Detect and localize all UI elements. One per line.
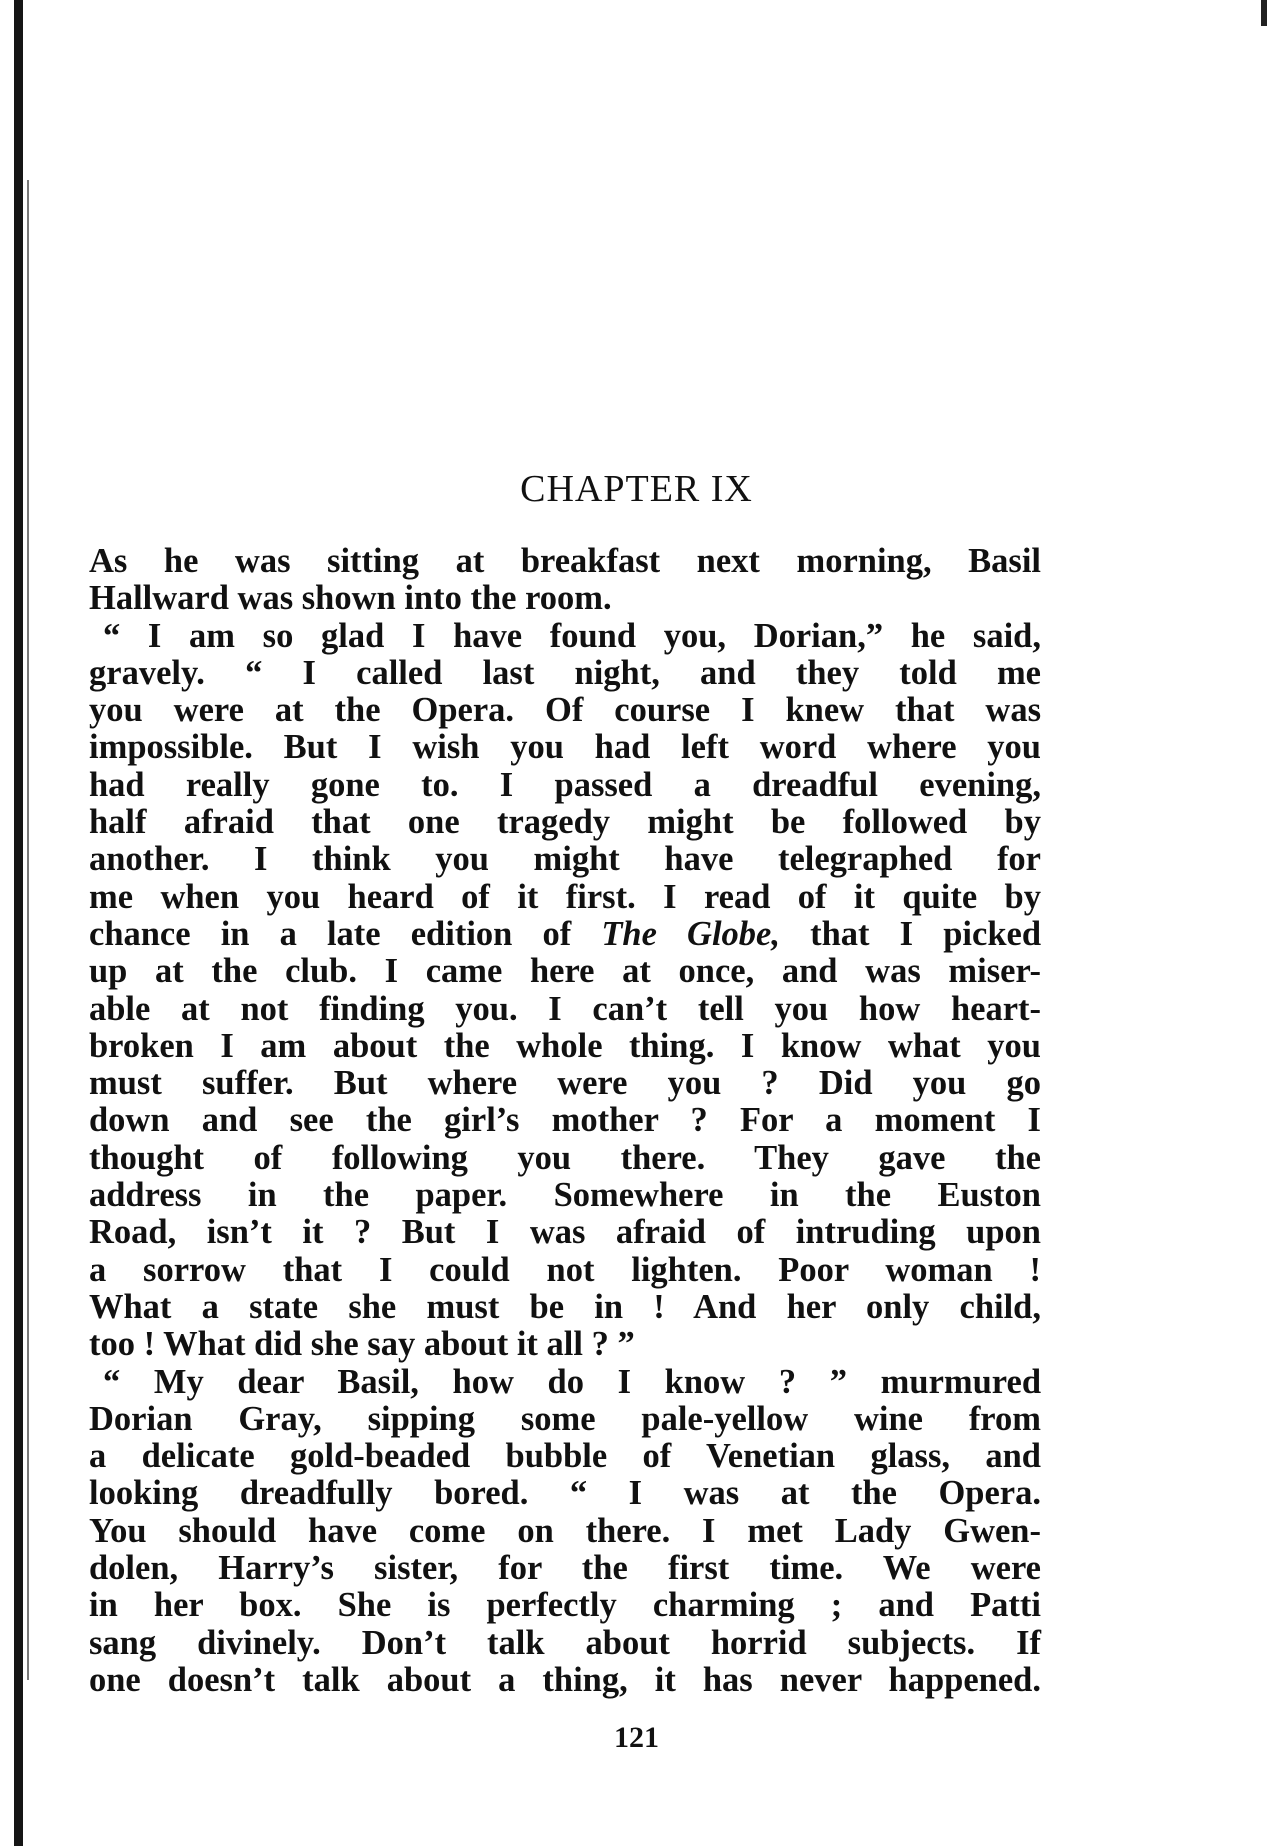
text-line: too ! What did she say about it all ? ” [89,1325,635,1364]
text-line: thought of following you there. They gave the [89,1138,1041,1177]
text-line [89,916,1041,953]
text-line: What a state she must be in ! And her only child, [89,1287,1041,1326]
page-number: 121 [614,1721,659,1754]
text-line: a delicate gold-beaded bubble of Venetian glass, and [89,1437,1041,1476]
text-line: down and see the girl’s mother ? For a moment I [89,1101,1041,1140]
page-binding-edge [14,0,23,1846]
text-line: one doesn’t talk about a thing, it has never happened. [89,1660,1041,1699]
text-line: address in the paper. Somewhere in the Euston [89,1176,1041,1215]
text-line: had really gone to. I passed a dreadful evening, [89,765,1041,804]
text-line: a sorrow that I could not lighten. Poor woman ! [89,1250,1041,1289]
text-line: dolen, Harry’s sister, for the first time. We were [89,1549,1041,1588]
chapter-title: CHAPTER IX [520,468,753,510]
chapter-body [89,543,1041,1699]
newspaper-title: The Globe, [601,914,780,953]
text-line: up at the club. I came here at once, and was miser- [89,952,1041,991]
text-line: another. I think you might have telegraphed for [89,840,1041,879]
text-line: sang divinely. Don’t talk about horrid subjects. If [89,1623,1041,1662]
page-corner-mark [1261,0,1267,26]
text-line: You should have come on there. I met Lady Gwen- [89,1511,1041,1550]
text-segment: chance in a late edition of [89,914,602,953]
text-line: Road, isn’t it ? But I was afraid of intruding upon [89,1213,1041,1252]
text-line: half afraid that one tragedy might be followed by [89,803,1041,842]
text-segment: that I picked [780,914,1042,953]
text-line: “ I am so glad I have found you, Dorian,” he said, [103,616,1041,655]
text-line: broken I am about the whole thing. I know what you [89,1026,1041,1065]
text-line: in her box. She is perfectly charming ; and Patti [89,1586,1041,1625]
text-line: able at not finding you. I can’t tell you how heart- [89,989,1041,1028]
page-binding-shadow [27,180,29,1680]
text-line: looking dreadfully bored. “ I was at the Opera. [89,1474,1041,1513]
text-line: “ My dear Basil, how do I know ? ” murmured [103,1362,1041,1401]
text-line: As he was sitting at breakfast next morning, Basil [89,542,1041,580]
text-line: Dorian Gray, sipping some pale-yellow wine from [89,1399,1041,1438]
text-line: you were at the Opera. Of course I knew that was [89,691,1041,730]
text-line: me when you heard of it first. I read of it quite by [89,877,1041,916]
text-line: impossible. But I wish you had left word where you [89,728,1041,767]
text-line: must suffer. But where were you ? Did you go [89,1064,1041,1103]
text-line: Hallward was shown into the room. [89,579,612,618]
text-line: gravely. “ I called last night, and they told me [89,653,1041,692]
